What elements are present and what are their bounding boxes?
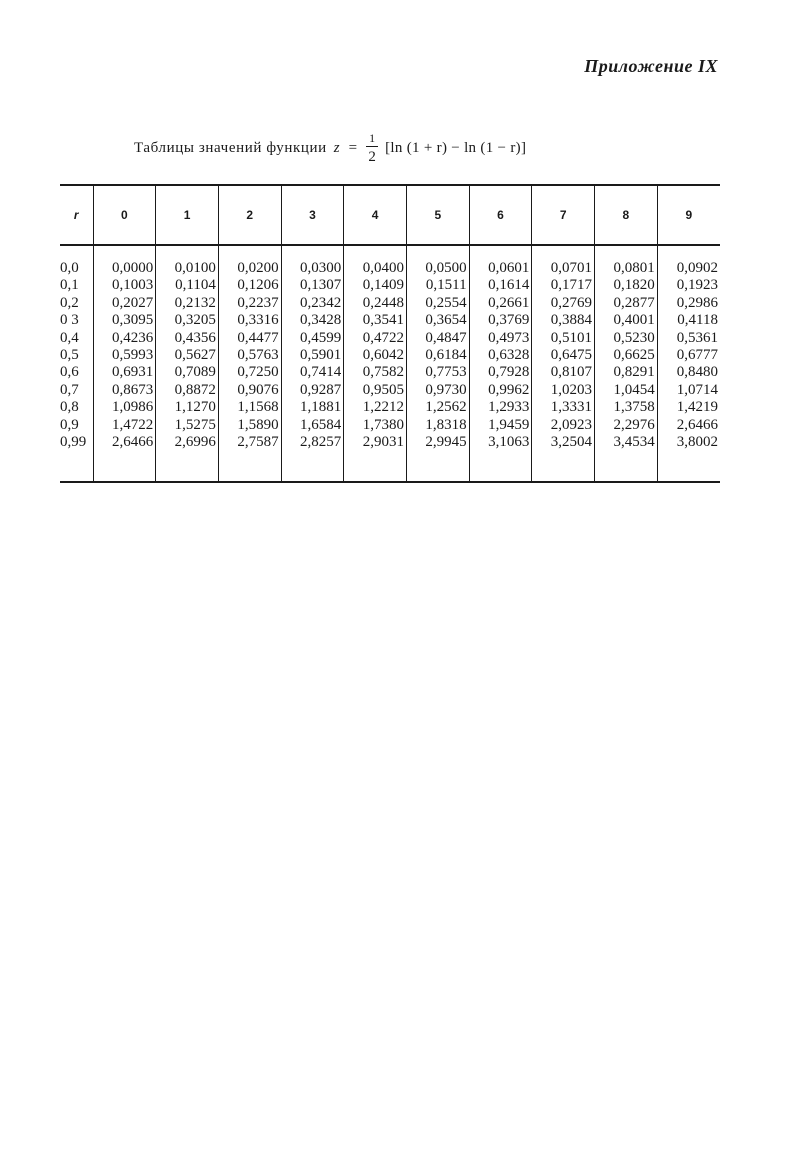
value-cell: 2,6466	[657, 417, 720, 434]
column-header: 2	[218, 185, 281, 245]
value-cell: 0,1511	[406, 277, 469, 294]
value-cell: 0,4477	[218, 330, 281, 347]
value-cell: 0,3541	[344, 312, 407, 329]
row-label-cell: 0,2	[60, 294, 79, 311]
value-cell: 0,6042	[344, 347, 407, 364]
value-cell: 0,6625	[595, 347, 658, 364]
value-cell: 1,6584	[281, 417, 344, 434]
value-cell: 0,9287	[281, 382, 344, 399]
formula-expression: [ln (1 + r) − ln (1 − r)]	[385, 140, 527, 156]
value-cell: 0,9505	[344, 382, 407, 399]
value-cell: 2,2976	[595, 417, 658, 434]
value-cell: 0,4236	[93, 330, 156, 347]
value-cell: 0,9962	[469, 382, 532, 399]
value-cell: 0,9730	[406, 382, 469, 399]
value-cell: 1,0454	[595, 382, 658, 399]
value-cell: 0,6931	[93, 364, 156, 381]
table-row	[60, 399, 720, 416]
value-cell: 0,6328	[469, 347, 532, 364]
column-header: 5	[406, 185, 469, 245]
fraction	[366, 132, 378, 165]
row-label-cell: 0,9	[60, 416, 79, 433]
column-header: 9	[657, 185, 720, 245]
value-cell: 3,1063	[469, 434, 532, 451]
row-label-cell: 0,6	[60, 364, 79, 381]
value-cell: 0,2769	[532, 295, 595, 312]
value-cell: 0,0801	[595, 260, 658, 277]
value-cell: 0,0100	[156, 260, 219, 277]
value-cell: 0,7250	[218, 364, 281, 381]
row-label-cell: 0,1	[60, 277, 79, 294]
value-cell: 3,4534	[595, 434, 658, 451]
column-header: 0	[93, 185, 156, 245]
value-cell: 2,0923	[532, 417, 595, 434]
value-cell: 0,0601	[469, 260, 532, 277]
column-header: 3	[281, 185, 344, 245]
value-cell: 0,0902	[657, 260, 720, 277]
value-cell: 0,4722	[344, 330, 407, 347]
value-cell: 0,4118	[657, 312, 720, 329]
value-cell: 2,9031	[344, 434, 407, 451]
value-cell: 0,8480	[657, 364, 720, 381]
function-variable: z	[333, 140, 340, 156]
value-cell: 1,2933	[469, 399, 532, 416]
value-cell: 1,1270	[156, 399, 219, 416]
fraction-numerator: 1	[366, 132, 378, 147]
value-cell: 0,3769	[469, 312, 532, 329]
row-label-cell: 0,8	[60, 399, 79, 416]
table-header-row	[60, 185, 720, 245]
value-cell: 0,8872	[156, 382, 219, 399]
value-cell: 1,3758	[595, 399, 658, 416]
value-cell: 2,9945	[406, 434, 469, 451]
table-row	[60, 364, 720, 381]
value-cell: 1,1568	[218, 399, 281, 416]
value-cell: 1,3331	[532, 399, 595, 416]
value-cell: 1,9459	[469, 417, 532, 434]
column-header: 7	[532, 185, 595, 245]
value-cell: 1,0986	[93, 399, 156, 416]
row-label-cell: 0,4	[60, 329, 79, 346]
value-cell: 0,4847	[406, 330, 469, 347]
value-cell: 0,8107	[532, 364, 595, 381]
value-cell: 0,3205	[156, 312, 219, 329]
value-cell: 0,0300	[281, 260, 344, 277]
value-cell: 3,2504	[532, 434, 595, 451]
value-cell: 1,4722	[93, 417, 156, 434]
value-cell: 1,2562	[406, 399, 469, 416]
value-cell: 0,5627	[156, 347, 219, 364]
column-header: 8	[595, 185, 658, 245]
value-cell: 1,0714	[657, 382, 720, 399]
value-cell: 0,0400	[344, 260, 407, 277]
equals-sign: =	[348, 140, 358, 156]
value-cell: 0,5993	[93, 347, 156, 364]
table-spacer-top	[60, 245, 720, 260]
value-cell: 0,2986	[657, 295, 720, 312]
column-header: r	[60, 185, 93, 245]
row-label-cell: 0,5	[60, 347, 79, 364]
table-row	[60, 434, 720, 451]
row-label-cell: 0,7	[60, 381, 79, 398]
value-cell: 0,4356	[156, 330, 219, 347]
value-cell: 1,1881	[281, 399, 344, 416]
column-header: 6	[469, 185, 532, 245]
values-table	[60, 184, 720, 483]
value-cell: 1,8318	[406, 417, 469, 434]
value-cell: 1,5275	[156, 417, 219, 434]
value-cell: 0,1409	[344, 277, 407, 294]
value-cell: 0,1820	[595, 277, 658, 294]
value-cell: 0,0200	[218, 260, 281, 277]
value-cell: 0,7582	[344, 364, 407, 381]
value-cell: 0,3428	[281, 312, 344, 329]
value-cell: 0,1307	[281, 277, 344, 294]
table-row	[60, 260, 720, 277]
value-cell: 0,1104	[156, 277, 219, 294]
value-cell: 0,5901	[281, 347, 344, 364]
value-cell: 0,1614	[469, 277, 532, 294]
value-cell: 0,7089	[156, 364, 219, 381]
value-cell: 0,6777	[657, 347, 720, 364]
title-text: Таблицы значений функции	[134, 140, 327, 156]
value-cell: 2,8257	[281, 434, 344, 451]
value-cell: 0,2448	[344, 295, 407, 312]
value-cell: 0,2342	[281, 295, 344, 312]
table-row	[60, 330, 720, 347]
value-cell: 0,1003	[93, 277, 156, 294]
table-row	[60, 382, 720, 399]
table-row	[60, 347, 720, 364]
value-cell: 0,3654	[406, 312, 469, 329]
table-title	[134, 132, 526, 165]
table-row	[60, 295, 720, 312]
value-cell: 0,3884	[532, 312, 595, 329]
value-cell: 0,0701	[532, 260, 595, 277]
value-cell: 2,6996	[156, 434, 219, 451]
value-cell: 1,4219	[657, 399, 720, 416]
value-cell: 0,5230	[595, 330, 658, 347]
value-cell: 2,6466	[93, 434, 156, 451]
value-cell: 0,6184	[406, 347, 469, 364]
fraction-denominator: 2	[368, 149, 376, 165]
value-cell: 0,3316	[218, 312, 281, 329]
value-cell: 0,5101	[532, 330, 595, 347]
value-cell: 0,8673	[93, 382, 156, 399]
row-label-cell: 0,99	[60, 434, 87, 451]
value-cell: 3,8002	[657, 434, 720, 451]
value-cell: 1,7380	[344, 417, 407, 434]
value-cell: 1,0203	[532, 382, 595, 399]
column-header: 1	[156, 185, 219, 245]
row-label-cell: 0 3	[60, 312, 79, 329]
table-row	[60, 417, 720, 434]
value-cell: 0,0500	[406, 260, 469, 277]
appendix-label: Приложение IX	[584, 56, 718, 76]
value-cell: 1,5890	[218, 417, 281, 434]
value-cell: 0,7928	[469, 364, 532, 381]
value-cell: 0,1923	[657, 277, 720, 294]
table-spacer-bottom	[60, 451, 720, 482]
value-cell: 0,2237	[218, 295, 281, 312]
value-cell: 0,5763	[218, 347, 281, 364]
value-cell: 0,9076	[218, 382, 281, 399]
row-label-cell: 0,0	[60, 260, 79, 276]
value-cell: 0,2554	[406, 295, 469, 312]
column-header: 4	[344, 185, 407, 245]
table-row	[60, 312, 720, 329]
value-cell: 1,2212	[344, 399, 407, 416]
value-cell: 0,7414	[281, 364, 344, 381]
value-cell: 0,2132	[156, 295, 219, 312]
table-row	[60, 277, 720, 294]
value-cell: 0,1717	[532, 277, 595, 294]
table-body	[60, 245, 720, 482]
value-cell: 0,1206	[218, 277, 281, 294]
value-cell: 0,2661	[469, 295, 532, 312]
value-cell: 0,0000	[93, 260, 156, 277]
value-cell: 0,2027	[93, 295, 156, 312]
value-cell: 0,4973	[469, 330, 532, 347]
value-cell: 0,5361	[657, 330, 720, 347]
value-cell: 0,4599	[281, 330, 344, 347]
value-cell: 0,8291	[595, 364, 658, 381]
value-cell: 0,6475	[532, 347, 595, 364]
value-cell: 0,7753	[406, 364, 469, 381]
value-cell: 0,3095	[93, 312, 156, 329]
value-cell: 0,4001	[595, 312, 658, 329]
value-cell: 2,7587	[218, 434, 281, 451]
value-cell: 0,2877	[595, 295, 658, 312]
